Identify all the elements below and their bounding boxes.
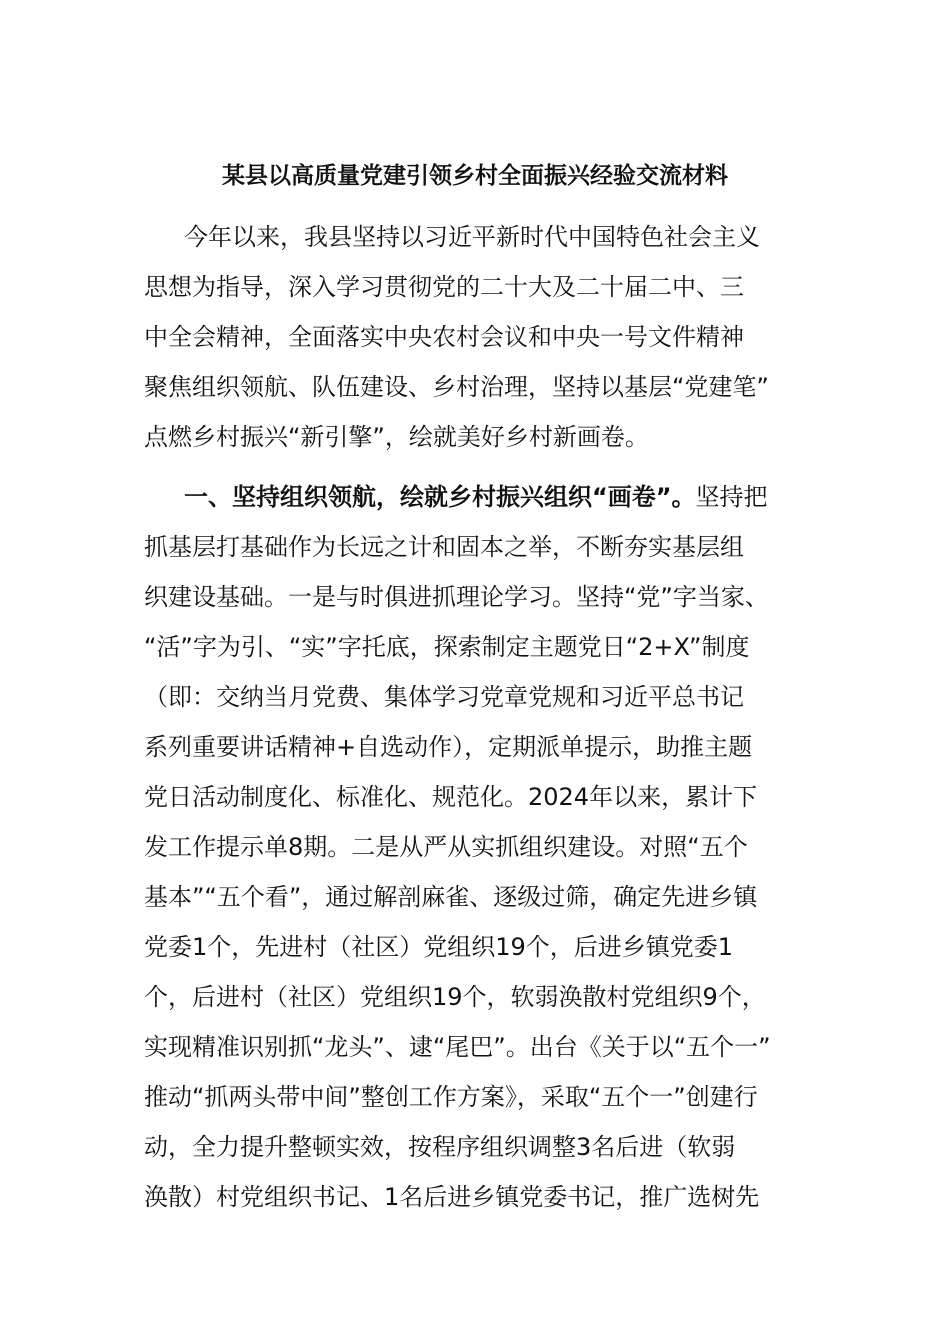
intro-line: 思想为指导，深入学习贯彻党的二十大及二十届二中、三 [144, 273, 744, 301]
section1-line: “活”字为引、“实”字托底，探索制定主题党日“2+X”制度 [144, 633, 750, 661]
section1-heading-tail: 坚持把 [695, 483, 768, 511]
section1-heading: 一、坚持组织领航，绘就乡村振兴组织“画卷”。 [184, 483, 696, 511]
section1-line: 发工作提示单8期。二是从严从实抓组织建设。对照“五个 [144, 833, 748, 861]
section1-line: 基本”“五个看”，通过解剖麻雀、逐级过筛，确定先进乡镇 [144, 883, 758, 911]
section1-line: 个，后进村（社区）党组织19个，软弱涣散村党组织9个， [144, 983, 766, 1011]
section1-line: 党日活动制度化、标准化、规范化。2024年以来，累计下 [144, 783, 758, 811]
section1-line: 动，全力提升整顿实效，按程序组织调整3名后进（软弱 [144, 1133, 736, 1161]
section1-line: 实现精准识别抓“龙头”、逮“尾巴”。出台《关于以“五个一” [144, 1033, 771, 1061]
intro-line: 今年以来，我县坚持以习近平新时代中国特色社会主义 [184, 223, 760, 251]
intro-line: 聚焦组织领航、队伍建设、乡村治理，坚持以基层“党建笔” [144, 373, 769, 401]
section1-line: 涣散）村党组织书记、1名后进乡镇党委书记，推广选树先 [144, 1183, 760, 1211]
section1-line: 党委1个，先进村（社区）党组织19个，后进乡镇党委1 [144, 933, 734, 961]
intro-line: 中全会精神，全面落实中央农村会议和中央一号文件精神 [144, 323, 744, 351]
section1-line: 推动“抓两头带中间”整创工作方案》，采取“五个一”创建行 [144, 1083, 758, 1111]
document-title: 某县以高质量党建引领乡村全面振兴经验交流材料 [222, 163, 728, 189]
section1-line: 织建设基础。一是与时俱进抓理论学习。坚持“党”字当家、 [144, 583, 769, 611]
section1-first-line [184, 475, 884, 519]
intro-line: 点燃乡村振兴“新引擎”，绘就美好乡村新画卷。 [144, 423, 649, 451]
section1-line: 抓基层打基础作为长远之计和固本之举，不断夯实基层组 [144, 533, 744, 561]
section1-line: （即：交纳当月党费、集体学习党章党规和习近平总书记 [144, 683, 744, 711]
section1-line: 系列重要讲话精神+自选动作），定期派单提示，助推主题 [144, 733, 753, 761]
